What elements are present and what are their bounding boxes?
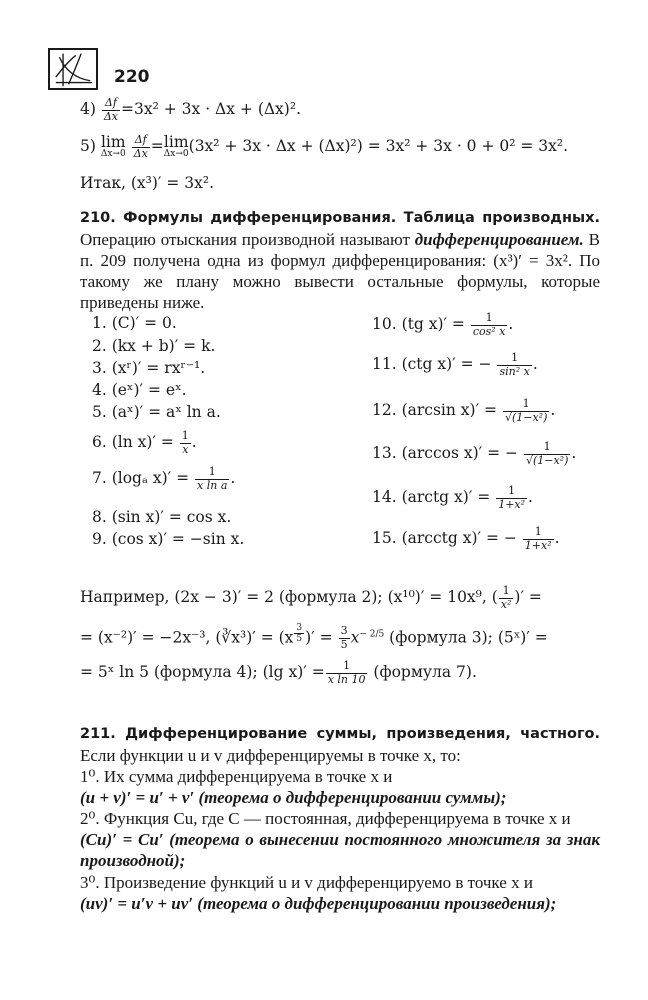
formula-10: 10. (tg x)′ = $\frac{1}{\text{cos² x}}$ . [372, 311, 514, 338]
section-211-heading: 211. Дифференцирование суммы, произведения, частного. [80, 726, 600, 742]
section-211-item-2: 2⁰. Функция Cu, где C — постоянная, дифференцируема в точке x и (Cu)′ = Cu′ (теорема о вынесении постоянного множителя за знак производной); [80, 809, 600, 870]
step-5-label: 5) [80, 137, 96, 156]
step-5-equals: = [150, 137, 164, 156]
section-210-term: дифференцированием. [414, 230, 584, 249]
example-line-1: Например, (2x − 3)′ = 2 (формула 2); (x¹⁰)′ = 10x⁹, ( $\frac{1}{\text{x²}}$ )′ = [80, 584, 542, 611]
formula-1: 1. (C)′ = 0. [92, 314, 177, 332]
example-line-3: = 5ˣ ln 5 (формула 4); (lg x)′ = $\frac{1}{\text{x ln 10}}$ (формула 7). [80, 659, 477, 686]
formula-7: 7. (logₐ x)′ = $\frac{1}{\text{x ln a}}$ . [92, 465, 236, 492]
section-211-intro: Если функции u и v дифференцируемы в точке x, то: [80, 746, 461, 765]
formula-15: 15. (arcctg x)′ = − $\frac{1}{\text{1+x²}}$ . [372, 525, 560, 552]
formula-14: 14. (arctg x)′ = $\frac{1}{\text{1+x²}}$ . [372, 484, 533, 511]
itak-line: Итак, (x³)′ = 3x². [80, 174, 215, 192]
step-4-rest: =3x² + 3x · Δx + (Δx)². [121, 100, 301, 119]
formula-4: 4. (eˣ)′ = eˣ. [92, 381, 187, 399]
step-4-label: 4) [80, 100, 96, 119]
formula-3: 3. (xʳ)′ = rxʳ⁻¹. [92, 359, 206, 377]
formula-9: 9. (cos x)′ = −sin x. [92, 530, 245, 548]
graph-curves-icon [48, 48, 98, 90]
step-4-fraction: $\frac{\Delta f}{\Delta x}$ [103, 96, 119, 123]
formula-8: 8. (sin x)′ = cos x. [92, 508, 232, 526]
section-210-heading: 210. Формулы дифференцирования. Таблица производных. [80, 210, 600, 226]
formula-13: 13. (arccos x)′ = − $\frac{1}{\text{√(1−x²)}}$ . [372, 440, 577, 467]
page-number: 220 [114, 67, 150, 87]
example-line-2: = (x⁻²)′ = −2x⁻³, (∛x³)′ = (x $^{\frac{3}{5}}$ )′ = $\frac{3}{5}$ $x^{- 2/5}$ (формула 3); (5ˣ)′ = [80, 623, 548, 651]
section-211-paragraph [80, 722, 600, 766]
step-4 [80, 97, 301, 123]
formula-11: 11. (ctg x)′ = − $\frac{1}{\text{sin² x}}$ . [372, 351, 538, 378]
step-5-rest: (3x² + 3x · Δx + (Δx)²) = 3x² + 3x · 0 + 0² = 3x². [188, 137, 569, 156]
formula-2: 2. (kx + b)′ = k. [92, 337, 216, 355]
section-210-text-a: Операцию отыскания производной называют [80, 230, 415, 249]
section-211-item-1: 1⁰. Их сумма дифференцируема в точке x и (u + v)′ = u′ + v′ (теорема о дифференцировании суммы); [80, 767, 507, 807]
section-211-item-3: 3⁰. Произведение функций u и v дифференцируемо в точке x и (uv)′ = u′v + uv′ (теорема о дифференцировании произведения); [80, 873, 557, 913]
step-5 [80, 134, 568, 160]
step-5-limit-2: lim Δx→0 [163, 132, 189, 160]
step-5-limit: lim Δx→0 [100, 132, 126, 160]
formula-12: 12. (arcsin x)′ = $\frac{1}{\text{√(1−x²)}}$ . [372, 397, 556, 424]
formula-5: 5. (aˣ)′ = aˣ ln a. [92, 403, 221, 421]
formula-6: 6. (ln x)′ = $\frac{1}{x}$ . [92, 429, 197, 456]
step-5-fraction: $\frac{\Delta f}{\Delta x}$ [133, 133, 148, 160]
section-210-paragraph [80, 206, 600, 313]
section-210-text-b: В п. 209 получена одна из формул дифференцирования: (x³)′ = 3x². По такому же плану можно вывести остальные формулы, которые приведены ниже. [80, 230, 600, 312]
